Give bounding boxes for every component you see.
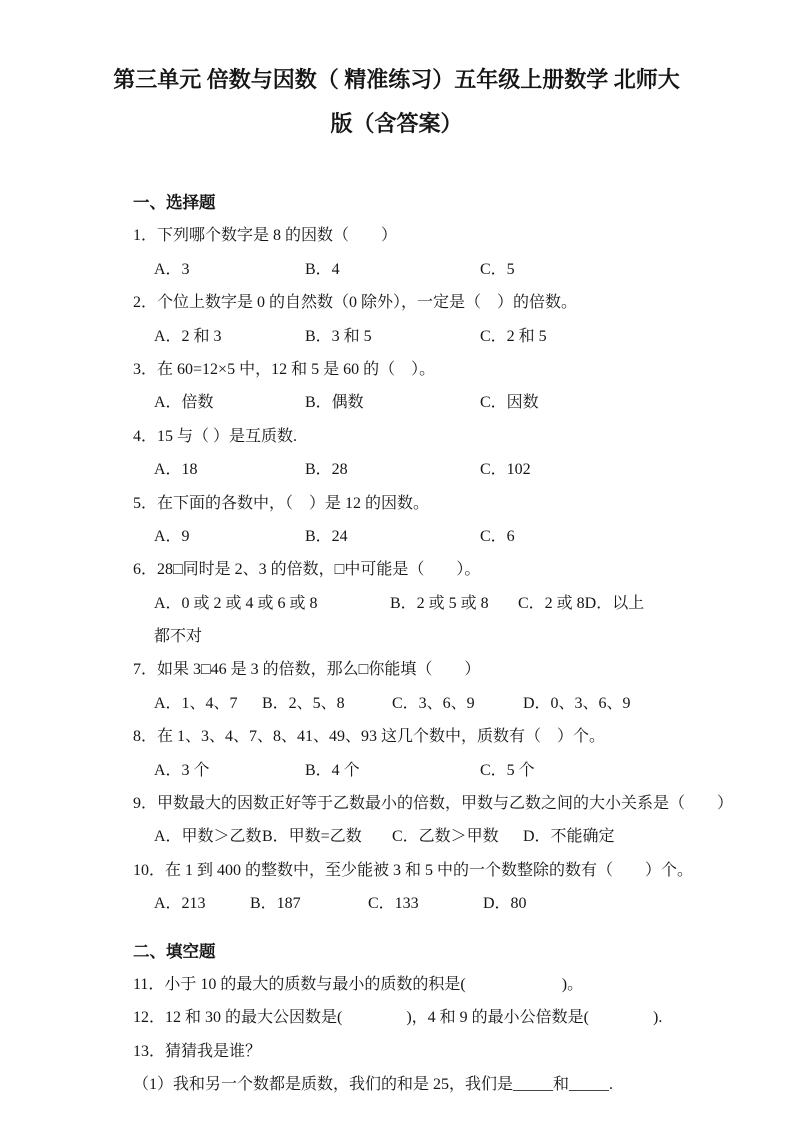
question-number: 8．: [133, 728, 158, 746]
question-line-10: [133, 854, 703, 887]
option-a: A．0 或 2 或 4 或 6 或 8: [154, 594, 318, 612]
question-line-11: [133, 968, 703, 1001]
options-row-7: [133, 687, 703, 720]
option-a: A．倍数: [154, 394, 214, 412]
section-heading-fill-blank: 二、填空题: [133, 941, 216, 961]
option-a: A．3: [154, 260, 190, 278]
option-c-d: C．2 或 8D．以上: [518, 594, 645, 612]
question-number: 12．: [133, 1009, 166, 1027]
option-d: D．不能确定: [523, 828, 615, 846]
options-row-6: [133, 587, 703, 620]
question-line-9: [133, 787, 734, 820]
options-row-3: [133, 386, 703, 419]
question-text: 个位上数字是 0 的自然数（0 除外），一定是（ ）的倍数。: [157, 294, 578, 312]
options-row-8: [133, 754, 703, 787]
question-line-1: [133, 219, 703, 252]
option-a: A．1、4、7: [154, 694, 238, 712]
option-b: B．28: [305, 461, 348, 479]
question-line-4: [133, 420, 703, 453]
question-number: 4．: [133, 427, 158, 445]
question-number: 10．: [133, 861, 166, 879]
option-d-continuation: 都不对: [154, 628, 203, 646]
question-text: 15 与（ ）是互质数.: [157, 427, 298, 445]
option-c: C．5 个: [480, 761, 535, 779]
question-number: 1．: [133, 227, 158, 245]
option-b: B．187: [250, 895, 301, 913]
question-number: 3．: [133, 360, 158, 378]
question-line-13: [133, 1035, 703, 1068]
question-text: 12 和 30 的最大公因数是( )，4 和 9 的最小公倍数是( ).: [165, 1009, 663, 1027]
question-line-5: [133, 487, 703, 520]
question-number: 5．: [133, 494, 158, 512]
question-number: 2．: [133, 294, 158, 312]
option-b: B．4: [305, 260, 340, 278]
page-title-line-2: 版（含答案）: [330, 111, 463, 136]
question-text: 在下面的各数中，（ ）是 12 的因数。: [157, 494, 430, 512]
option-b: B．甲数=乙数: [262, 828, 362, 846]
option-d: D．80: [483, 895, 527, 913]
option-d: D．0、3、6、9: [523, 694, 631, 712]
worksheet-body: [133, 186, 734, 1102]
section-heading-choice: 一、选择题: [133, 193, 216, 212]
option-c: C．因数: [480, 394, 539, 412]
options-row-10: [133, 887, 703, 920]
options-row-4: [133, 453, 703, 486]
question-number: 9．: [133, 795, 158, 813]
option-c: C．6: [480, 527, 515, 545]
option-a: A．213: [154, 895, 206, 913]
question-text: 如果 3□46 是 3 的倍数，那么□你能填（ ）: [157, 661, 481, 679]
option-b: B．24: [305, 527, 348, 545]
option-a: A．3 个: [154, 761, 210, 779]
option-b: B．偶数: [305, 394, 364, 412]
option-c: C．2 和 5: [480, 327, 547, 345]
option-c: C．乙数＞甲数: [392, 828, 499, 846]
sub-question-number: （1）: [133, 1076, 174, 1094]
question-number: 6．: [133, 561, 158, 579]
question-text: 猜猜我是谁？: [165, 1042, 262, 1060]
options-row-1: [133, 253, 703, 286]
question-number: 7．: [133, 661, 158, 679]
question-line-13-sub-1: [133, 1068, 703, 1101]
question-text: 小于 10 的最大的质数与最小的质数的积是( )。: [164, 975, 584, 993]
question-number: 13．: [133, 1042, 166, 1060]
option-a: A．甲数＞乙数: [154, 828, 262, 846]
option-c: C．102: [480, 461, 531, 479]
option-a: A．2 和 3: [154, 327, 222, 345]
page-title-line-1: 第三单元 倍数与因数（ 精准练习）五年级上册数学 北师大: [113, 67, 680, 92]
option-b: B．2、5、8: [262, 694, 345, 712]
option-c: C．133: [368, 895, 419, 913]
option-c: C．3、6、9: [392, 694, 475, 712]
option-b: B．3 和 5: [305, 327, 372, 345]
question-text: 下列哪个数字是 8 的因数（ ）: [157, 227, 398, 245]
option-a: A．18: [154, 461, 198, 479]
sub-question-text: 我和另一个数都是质数，我们的和是 25，我们是_____和_____.: [173, 1076, 614, 1094]
question-text: 28□同时是 2、3 的倍数，□中可能是（ ）。: [157, 561, 481, 579]
question-text: 在 1 到 400 的整数中，至少能被 3 和 5 中的一个数整除的数有（ ）个。: [165, 861, 694, 879]
option-a: A．9: [154, 527, 190, 545]
question-line-12: [133, 1001, 703, 1034]
question-text: 在 60=12×5 中，12 和 5 是 60 的（ ）。: [157, 360, 436, 378]
option-b: B．2 或 5 或 8: [390, 594, 489, 612]
options-row-2: [133, 320, 703, 353]
question-line-6: [133, 553, 703, 586]
options-row-5: [133, 520, 703, 553]
question-text: 在 1、3、4、7、8、41、49、93 这几个数中，质数有（ ）个。: [157, 728, 606, 746]
question-line-8: [133, 720, 703, 753]
option-c: C．5: [480, 260, 515, 278]
question-line-7: [133, 653, 703, 686]
question-line-2: [133, 286, 703, 319]
question-number: 11．: [133, 975, 165, 993]
option-b: B．4 个: [305, 761, 360, 779]
question-line-3: [133, 353, 703, 386]
options-row-9: [133, 820, 703, 853]
question-text: 甲数最大的因数正好等于乙数最小的倍数，甲数与乙数之间的大小关系是（ ）: [157, 795, 734, 813]
page-title: [0, 0, 793, 146]
